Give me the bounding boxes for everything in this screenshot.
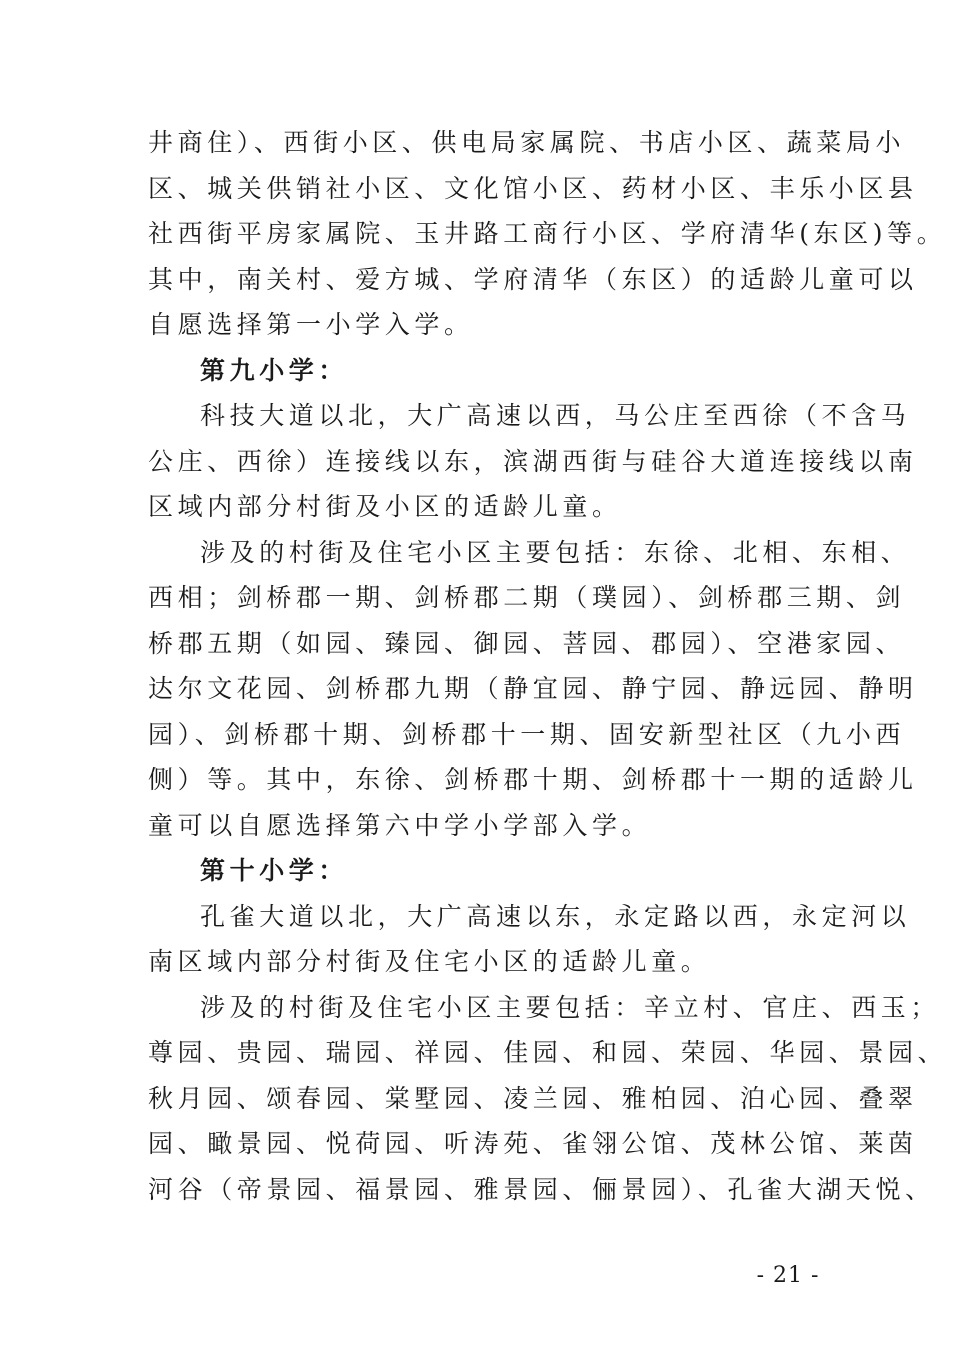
text-line: 区域内部分村街及小区的适龄儿童。 <box>148 492 622 521</box>
text-line: 井商住）、西街小区、供电局家属院、书店小区、蔬菜局小 <box>148 128 906 157</box>
text-line: 南区域内部分村街及住宅小区的适龄儿童。 <box>148 947 711 976</box>
section-heading: 第十小学： <box>200 856 349 885</box>
document-body <box>148 120 948 1212</box>
text-line: 河谷（帝景园、福景园、雅景园、俪景园）、孔雀大湖天悦、 <box>148 1174 935 1204</box>
text-line: 桥郡五期（如园、臻园、御园、菩园、郡园）、空港家园、 <box>148 628 906 658</box>
text-line: 其中，南关村、爱方城、学府清华（东区）的适龄儿童可以 <box>148 264 918 294</box>
page-number: - 21 - <box>756 1263 820 1288</box>
text-line: 社西街平房家属院、玉井路工商行小区、学府清华(东区)等。 <box>148 219 947 248</box>
text-line: 园）、剑桥郡十期、剑桥郡十一期、固安新型社区（九小西 <box>148 719 906 749</box>
text-line: 自愿选择第一小学入学。 <box>148 310 474 339</box>
section-heading: 第九小学： <box>200 355 349 385</box>
text-line: 区、城关供销社小区、文化馆小区、药材小区、丰乐小区县 <box>148 173 918 203</box>
text-line: 涉及的村街及住宅小区主要包括：辛立村、官庄、西玉； <box>200 992 941 1022</box>
text-line: 涉及的村街及住宅小区主要包括：东徐、北相、东相、 <box>200 537 911 567</box>
text-line: 西相；剑桥郡一期、剑桥郡二期（璞园）、剑桥郡三期、剑 <box>148 583 906 612</box>
text-line: 园、瞰景园、悦荷园、听涛苑、雀翎公馆、茂林公馆、莱茵 <box>148 1129 918 1158</box>
text-line: 尊园、贵园、瑞园、祥园、佳园、和园、荣园、华园、景园、 <box>148 1038 948 1067</box>
text-line: 公庄、西徐）连接线以东，滨湖西街与硅谷大道连接线以南 <box>148 446 918 476</box>
text-line: 科技大道以北，大广高速以西，马公庄至西徐（不含马 <box>200 401 911 430</box>
text-line: 侧）等。其中，东徐、剑桥郡十期、剑桥郡十一期的适龄儿 <box>148 765 918 794</box>
text-line: 孔雀大道以北，大广高速以东，永定路以西，永定河以 <box>200 901 911 931</box>
text-line: 秋月园、颂春园、棠墅园、凌兰园、雅柏园、泊心园、叠翠 <box>148 1083 918 1113</box>
text-line: 达尔文花园、剑桥郡九期（静宜园、静宁园、静远园、静明 <box>148 674 918 703</box>
text-line: 童可以自愿选择第六中学小学部入学。 <box>148 810 652 840</box>
